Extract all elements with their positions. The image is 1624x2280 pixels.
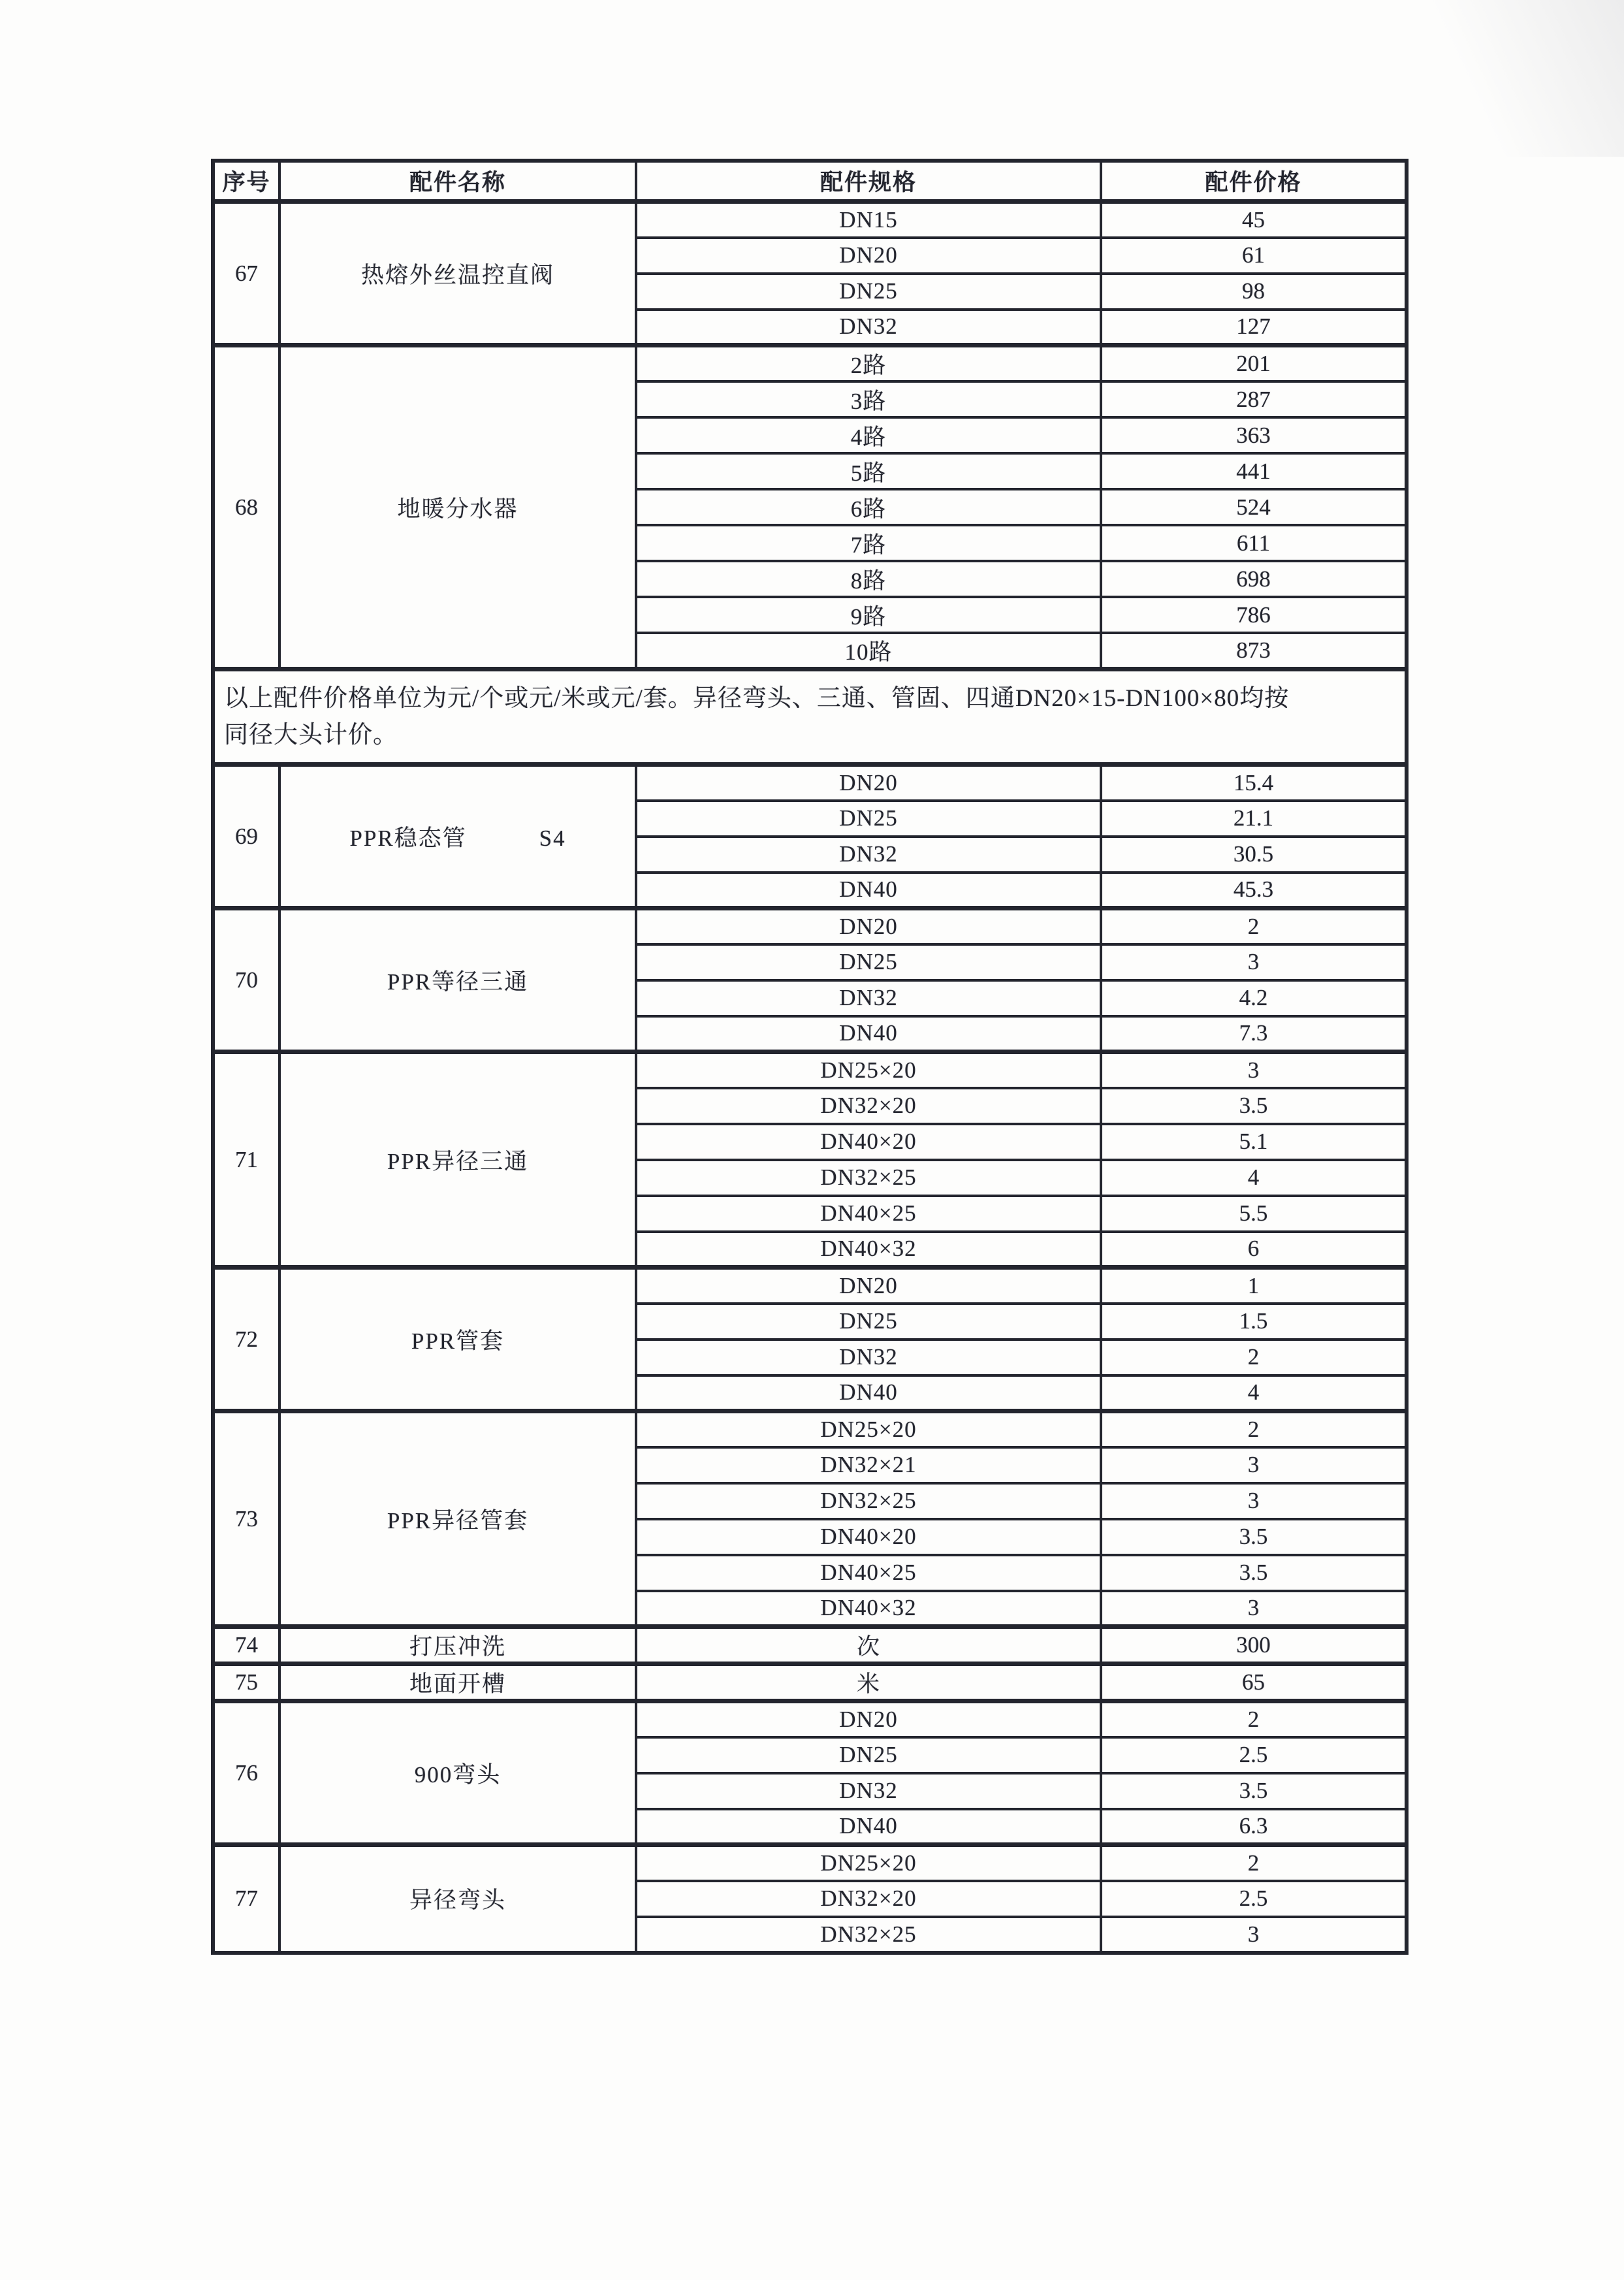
note-row: [213, 669, 1407, 765]
price-cell: 21.1: [1101, 801, 1407, 837]
table-header: [213, 161, 1407, 202]
parts-price-table: [211, 159, 1409, 1955]
spec-cell: 6路: [636, 489, 1101, 525]
table-row: [213, 1845, 1407, 1881]
price-cell: 45.3: [1101, 873, 1407, 908]
spec-cell: DN20: [636, 908, 1101, 944]
price-cell: 3: [1101, 944, 1407, 980]
spec-cell: DN40×32: [636, 1232, 1101, 1268]
spec-cell: 9路: [636, 597, 1101, 633]
price-cell: 611: [1101, 525, 1407, 561]
spec-cell: DN32: [636, 837, 1101, 873]
spec-cell: DN20: [636, 1268, 1101, 1304]
price-cell: 3.5: [1101, 1519, 1407, 1555]
price-cell: 873: [1101, 633, 1407, 669]
header-row: [213, 161, 1407, 202]
price-cell: 3.5: [1101, 1088, 1407, 1124]
spec-cell: DN32×25: [636, 1917, 1101, 1953]
table-row: [213, 345, 1407, 382]
spec-cell: DN32×20: [636, 1881, 1101, 1917]
table-row: [213, 1411, 1407, 1447]
price-cell: 441: [1101, 453, 1407, 489]
row-number-cell: 72: [213, 1268, 279, 1411]
part-name-cell: PPR异径三通: [279, 1052, 636, 1268]
row-number-cell: 67: [213, 202, 279, 345]
spec-cell: DN32×25: [636, 1160, 1101, 1196]
price-cell: 3.5: [1101, 1773, 1407, 1809]
price-cell: 2: [1101, 1845, 1407, 1881]
price-cell: 61: [1101, 238, 1407, 274]
price-cell: 6: [1101, 1232, 1407, 1268]
price-cell: 786: [1101, 597, 1407, 633]
row-number-cell: 74: [213, 1627, 279, 1664]
price-cell: 1.5: [1101, 1304, 1407, 1340]
spec-cell: DN40×25: [636, 1196, 1101, 1232]
spec-cell: DN20: [636, 765, 1101, 801]
spec-cell: DN25×20: [636, 1411, 1101, 1447]
scan-corner-shade: [1343, 0, 1624, 157]
spec-cell: 7路: [636, 525, 1101, 561]
spec-cell: 3路: [636, 381, 1101, 417]
spec-cell: DN40×20: [636, 1519, 1101, 1555]
spec-cell: DN32×21: [636, 1447, 1101, 1483]
price-cell: 2.5: [1101, 1881, 1407, 1917]
part-name-cell: PPR等径三通: [279, 908, 636, 1052]
spec-cell: 2路: [636, 345, 1101, 382]
price-cell: 3: [1101, 1591, 1407, 1627]
price-cell: 4: [1101, 1375, 1407, 1411]
table-row: [213, 1268, 1407, 1304]
column-header-0: 序号: [213, 161, 279, 202]
row-number-cell: 70: [213, 908, 279, 1052]
part-name-cell: 地暖分水器: [279, 345, 636, 669]
column-header-1: 配件名称: [279, 161, 636, 202]
spec-cell: DN32: [636, 980, 1101, 1016]
spec-cell: DN32×25: [636, 1483, 1101, 1519]
part-name-cell: 打压冲洗: [279, 1627, 636, 1664]
price-cell: 698: [1101, 561, 1407, 597]
spec-cell: 5路: [636, 453, 1101, 489]
spec-cell: 8路: [636, 561, 1101, 597]
price-cell: 6.3: [1101, 1809, 1407, 1845]
spec-cell: DN25: [636, 274, 1101, 310]
spec-cell: DN20: [636, 1701, 1101, 1737]
row-number-cell: 77: [213, 1845, 279, 1953]
row-number-cell: 69: [213, 765, 279, 908]
part-name-cell: 地面开槽: [279, 1664, 636, 1701]
price-cell: 3.5: [1101, 1555, 1407, 1591]
spec-cell: DN32×20: [636, 1088, 1101, 1124]
price-cell: 98: [1101, 274, 1407, 310]
spec-cell: 次: [636, 1627, 1101, 1664]
table-body: [213, 202, 1407, 1953]
price-cell: 7.3: [1101, 1016, 1407, 1052]
price-cell: 2: [1101, 1701, 1407, 1737]
row-number-cell: 71: [213, 1052, 279, 1268]
part-name-cell: 900弯头: [279, 1701, 636, 1845]
column-header-3: 配件价格: [1101, 161, 1407, 202]
table-row: [213, 1701, 1407, 1737]
price-cell: 65: [1101, 1664, 1407, 1701]
price-cell: 3: [1101, 1447, 1407, 1483]
table-row: [213, 908, 1407, 944]
spec-cell: DN40×25: [636, 1555, 1101, 1591]
spec-cell: DN20: [636, 238, 1101, 274]
part-name-cell: PPR异径管套: [279, 1411, 636, 1627]
price-cell: 3: [1101, 1052, 1407, 1088]
spec-cell: DN25: [636, 801, 1101, 837]
spec-cell: DN25: [636, 1304, 1101, 1340]
spec-cell: DN32: [636, 1340, 1101, 1375]
price-cell: 2: [1101, 908, 1407, 944]
price-cell: 45: [1101, 202, 1407, 238]
spec-cell: DN25×20: [636, 1052, 1101, 1088]
spec-cell: DN32: [636, 1773, 1101, 1809]
spec-cell: DN32: [636, 310, 1101, 345]
spec-cell: 4路: [636, 417, 1101, 453]
price-cell: 2.5: [1101, 1737, 1407, 1773]
part-name-cell: 热熔外丝温控直阀: [279, 202, 636, 345]
price-cell: 15.4: [1101, 765, 1407, 801]
price-cell: 127: [1101, 310, 1407, 345]
price-cell: 201: [1101, 345, 1407, 382]
price-cell: 4.2: [1101, 980, 1407, 1016]
price-cell: 3: [1101, 1917, 1407, 1953]
price-cell: 5.1: [1101, 1124, 1407, 1160]
price-cell: 300: [1101, 1627, 1407, 1664]
spec-cell: 10路: [636, 633, 1101, 669]
price-cell: 2: [1101, 1411, 1407, 1447]
spec-cell: 米: [636, 1664, 1101, 1701]
table-row: [213, 1052, 1407, 1088]
spec-cell: DN40: [636, 1016, 1101, 1052]
price-cell: 524: [1101, 489, 1407, 525]
table-row: [213, 1664, 1407, 1701]
price-cell: 5.5: [1101, 1196, 1407, 1232]
spec-cell: DN40: [636, 873, 1101, 908]
note-cell: 以上配件价格单位为元/个或元/米或元/套。异径弯头、三通、管固、四通DN20×15-DN100×80均按同径大头计价。: [213, 669, 1407, 765]
price-cell: 30.5: [1101, 837, 1407, 873]
row-number-cell: 76: [213, 1701, 279, 1845]
part-name-cell: PPR管套: [279, 1268, 636, 1411]
row-number-cell: 68: [213, 345, 279, 669]
table-row: [213, 1627, 1407, 1664]
row-number-cell: 73: [213, 1411, 279, 1627]
spec-cell: DN40: [636, 1809, 1101, 1845]
spec-cell: DN40: [636, 1375, 1101, 1411]
spec-cell: DN40×20: [636, 1124, 1101, 1160]
price-cell: 4: [1101, 1160, 1407, 1196]
price-cell: 363: [1101, 417, 1407, 453]
spec-cell: DN40×32: [636, 1591, 1101, 1627]
column-header-2: 配件规格: [636, 161, 1101, 202]
spec-cell: DN15: [636, 202, 1101, 238]
price-cell: 1: [1101, 1268, 1407, 1304]
spec-cell: DN25×20: [636, 1845, 1101, 1881]
price-cell: 287: [1101, 381, 1407, 417]
price-cell: 2: [1101, 1340, 1407, 1375]
row-number-cell: 75: [213, 1664, 279, 1701]
table-row: [213, 765, 1407, 801]
part-name-cell: 异径弯头: [279, 1845, 636, 1953]
spec-cell: DN25: [636, 1737, 1101, 1773]
part-name-cell: PPR稳态管 S4: [279, 765, 636, 908]
price-cell: 3: [1101, 1483, 1407, 1519]
spec-cell: DN25: [636, 944, 1101, 980]
table-row: [213, 202, 1407, 238]
